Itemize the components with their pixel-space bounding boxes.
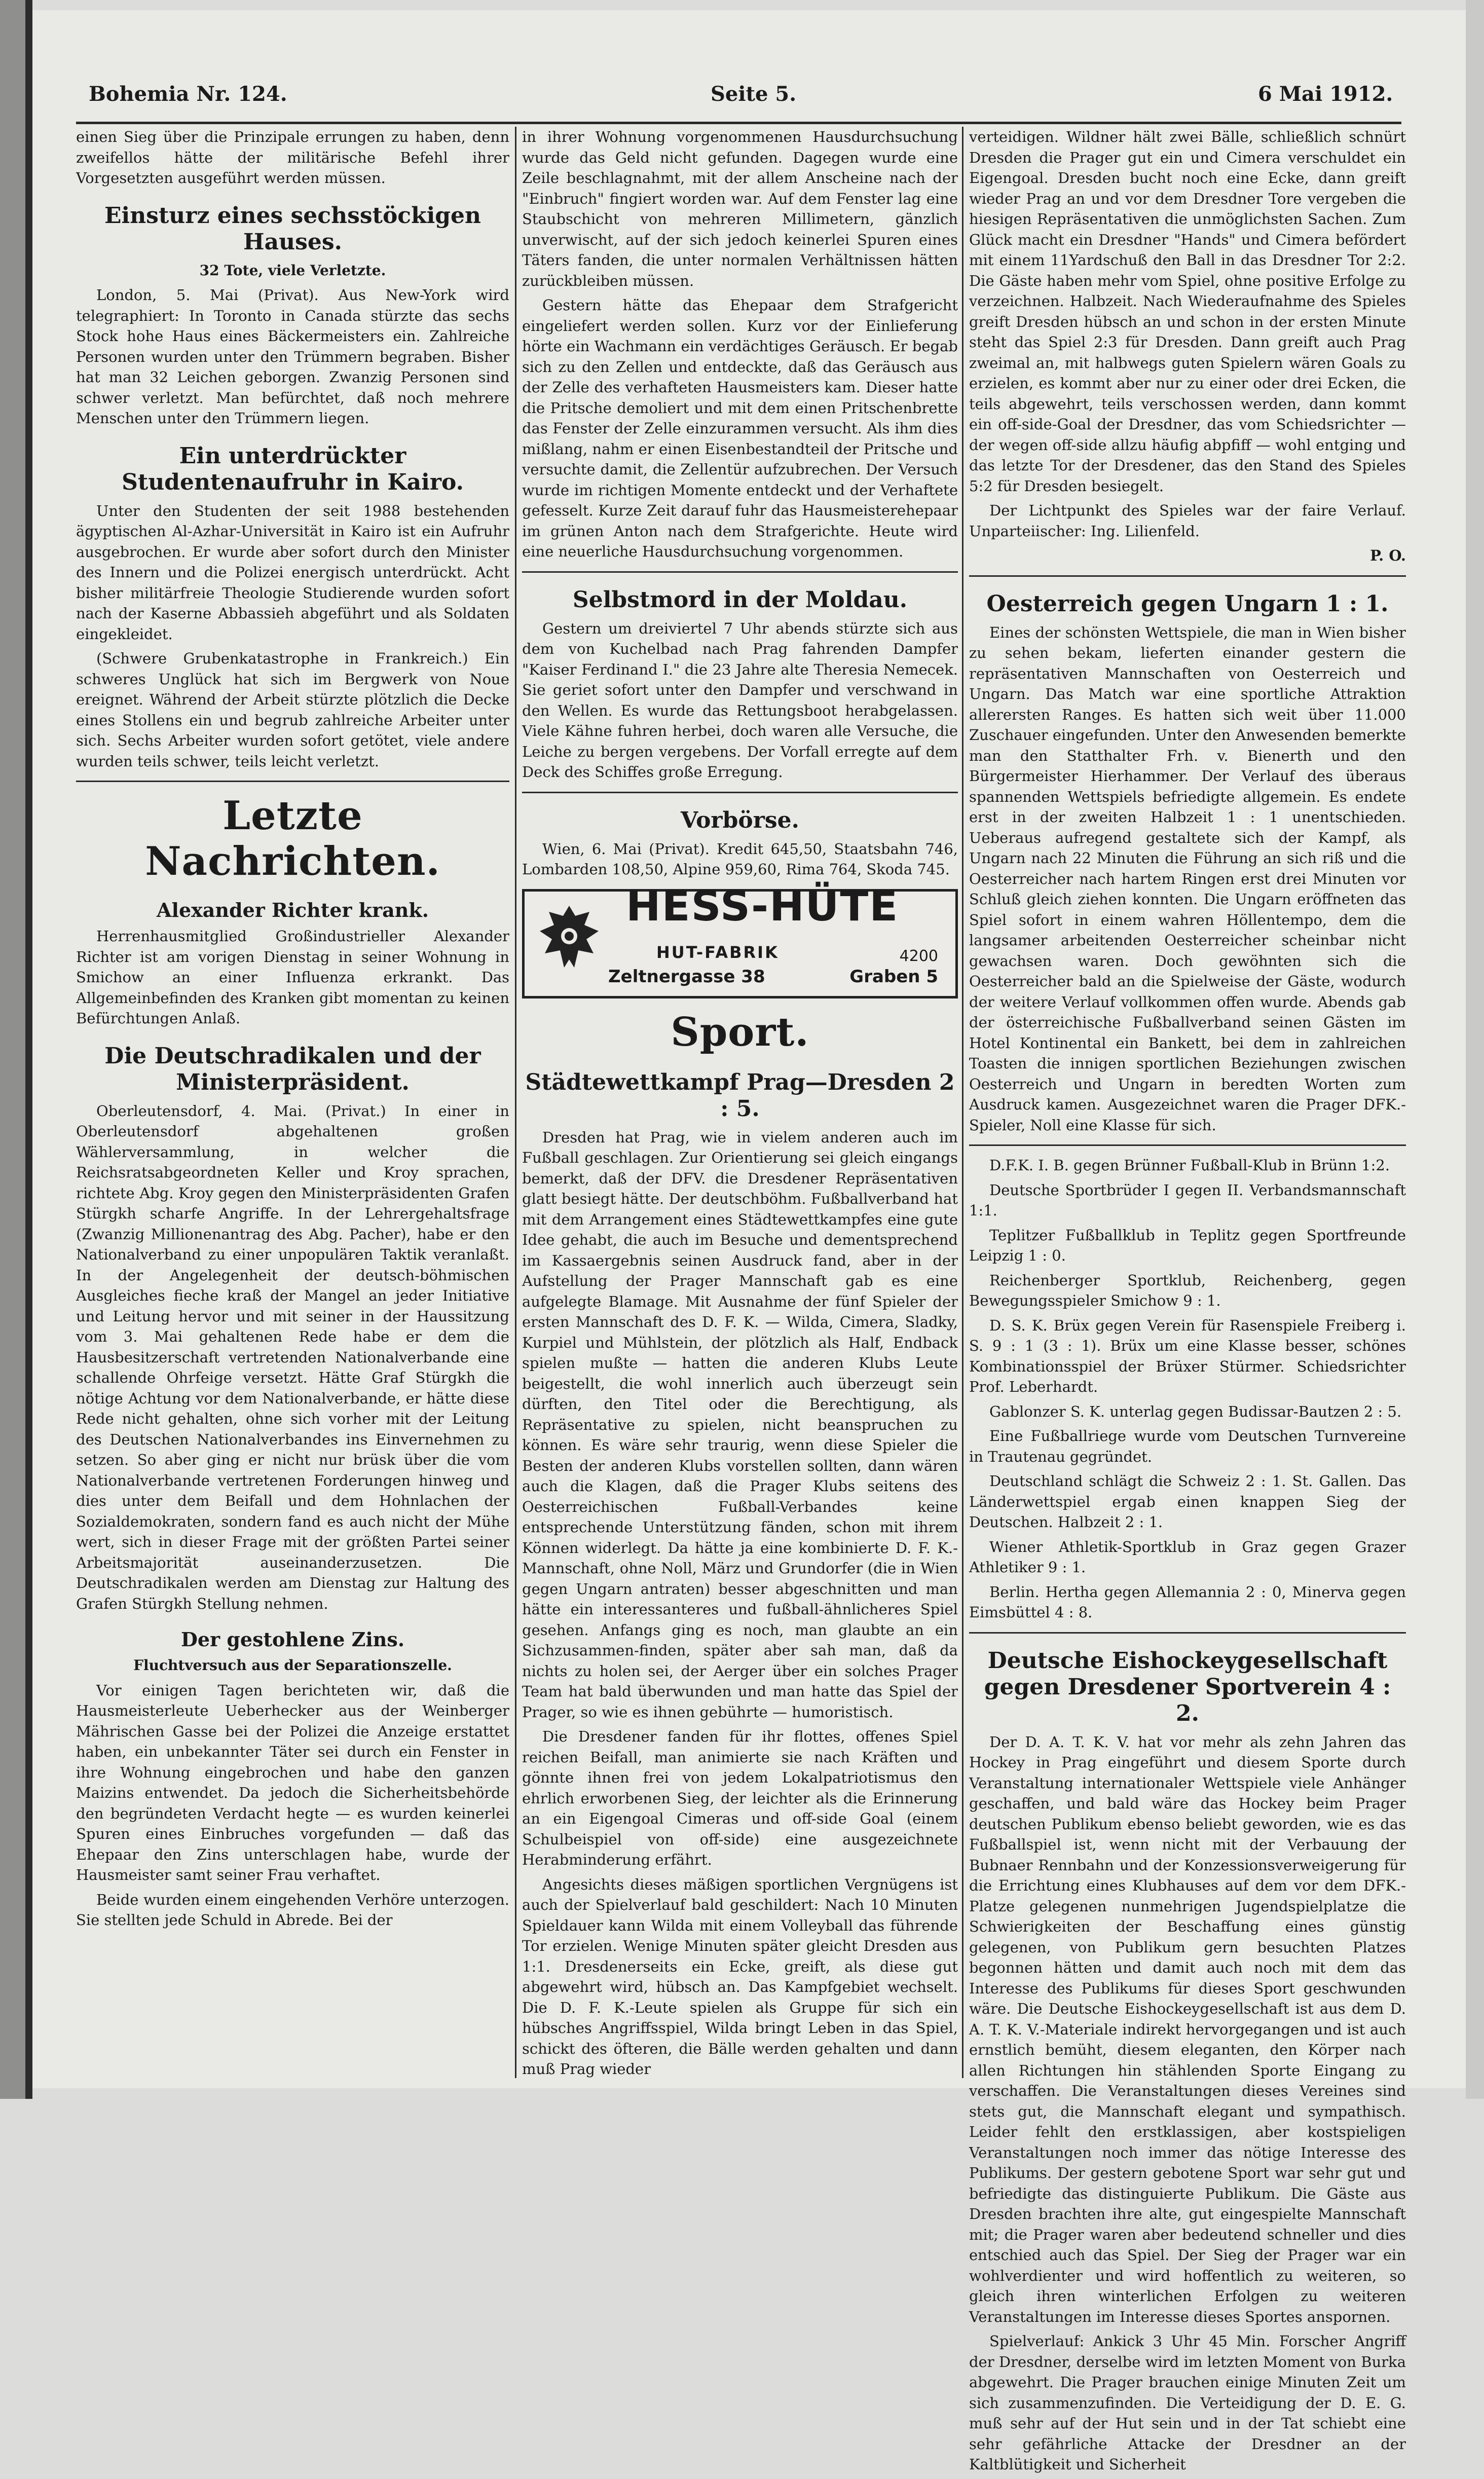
article-text: Der D. A. T. K. V. hat vor mehr als zehn Jahren das Hockey in Prag eingeführt und diesem Sporte durch Veranstaltung internationaler Wettspiele viele Anhänger geschaffen, und bald wäre das Hockey beim Prager deutschen Publikum ebenso beliebt geworden, wie es das Fußballspiel ist, wenn nicht mit der Verbauung der Bubnaer Rennbahn und der Konzessionsverweigerung für die Errichtung eines Klubhauses auf dem vor dem DFK.-Platze gelegenen nunmehrigen Jugendspielplatze die Schwierigkeiten der Beschaffung eines günstig gelegenen, von Publikum gern besuchten Platzes begonnen hätten und damit auch noch mit dem das Interesse des Publikums für dieses Sport geschwunden wäre. Die Deutsche Eishockeygesellschaft ist aus dem D. A. T. K. V.-Materiale indirekt hervorgegangen und ist auch ernstlich bemüht, diesem eleganten, den Körper nach allen Richtungen hin stählenden Sporte Eingang zu verschaffen. Die Veranstaltungen dieses Vereines sind stets gut, die Mannschaft elegant und sympathisch. Leider fehlt den erstklassigen, aber kostspieligen Veranstaltungen noch immer das nötige Interesse des Publikums. Der gestern gebotene Sport war sehr gut und befriedigte das distinguierte Publikum. Die Gäste aus Dresden brachten ihre alte, gut eingespielte Mannschaft mit; die Prager waren aber bedeutend schneller und dies entschied auch das Spiel. Der Sieg der Prager war ein wohlverdienter und wird hoffentlich zu weiteren, so gleich ihren winterlichen Erfolgen zu weiteren Veranstaltungen im Interesse dieses Sportes anspornen. [969,1733,1406,2325]
article-text: Dresden hat Prag, wie in vielem anderen auch im Fußball geschlagen. Zur Orientierung sei gleich eingangs bemerkt, daß der DFV. die Dresdener Repräsentativen glatt besiegt hätte. Der deutschböhm. Fußballverband hat mit dem Arrangement eines Städtewettkampfes eine gute Idee gehabt, die auch im Besuche und dementsprechend im Kassaergebnis seinen Ausdruck fand, aber in der Aufstellung der Prager Mannschaft gab es eine aufgelegte Blamage. Mit Ausnahme der fünf Spieler der ersten Mannschaft des D. F. K. — Wilda, Cimera, Sladky, Kurpiel und Mühlstein, der plötzlich als Half, Endback spielen mußte — hatten die anderen Klubs Leute beigestellt, die wohl innerlich auch überzeugt sein dürften, den Titel oder die Berechtigung, als Repräsentative zu spielen, nicht beanspruchen zu können. Es wäre sehr traurig, wenn diese Spieler die Besten der anderen Klubs vorstellen sollten, dann wären auch die Klagen, daß die Prager Klubs seitens des Oesterreichischen Fußball-Verbandes keine entsprechende Unterstützung fänden, schon mit ihrem Können widerlegt. Da hätte ja eine kombinierte D. F. K.-Mannschaft, ohne Noll, März und Grundorfer (die in Wien gegen Ungarn antraten) besser abgeschnitten und man hätte ein interessanteres und fußball-ähnlicheres Spiel gesehen. Anfangs ging es noch, man glaubte an ein Sichzusammen-finden, später aber sah man, daß da nichts zu holen sei, der Aerger über ein solches Prager Team hat bald überwunden und man hatte das Spiel der Prager, so wie es ihnen gebührte — humoristisch. [522,1128,958,1721]
result-item: D. S. K. Brüx gegen Verein für Rasenspiele Freiberg i. S. 9 : 1 (3 : 1). Brüx um eine Klasse besser, schönes Kombinationsspiel der Brüxer Stürmer. Schiedsrichter Prof. Leberhardt. [969,1316,1406,1395]
headline-deutschradikale: Die Deutschradikalen und der Ministerpräsident. [104,1043,481,1095]
section-rule [76,781,509,782]
header-right: 6 Mai 1912. [1258,82,1393,106]
article-text: verteidigen. Wildner hält zwei Bälle, schließlich schnürt Dresden die Prager gut ein und Cimera verschuldet ein Eigengoal. Dresden bucht noch eine Ecke, dann greift wieder Prag an und vor dem Dresdner Tore vergeben die hiesigen Repräsentativen die unmöglichsten Sachen. Zum Glück macht ein Dresdner "Hands" und Cimera befördert mit einem 11Yardschuß den Ball in das Dresdner Tor 2:2. Die Gäste haben mehr vom Spiel, ohne positive Erfolge zu verzeichnen. Halbzeit. Nach Wiederaufnahme des Spieles greift Dresden hübsch an und schon in der ersten Minute steht das Spiel 2:3 für Dresden. Dann greift auch Prag zweimal an, mit halbwegs guten Spielern wären Goals zu erzielen, es kommt aber nur zu einer oder drei Ecken, die teils abgewehrt, teils verschossen werden, dann kommt ein off-side-Goal der Dresdner, das vom Schiedsrichter — der wegen off-side allzu häufig abpfiff — wohl entging und das letzte Tor der Dresdener, das den Stand des Spieles 5:2 für Dresden besiegelt. [969,128,1406,495]
column-3 [969,127,1406,2479]
result-item: Berlin. Hertha gegen Allemannia 2 : 0, Minerva gegen Eimsbüttel 4 : 8. [969,1583,1406,1621]
article-text: Beide wurden einem eingehenden Verhöre unterzogen. Sie stellten jede Schuld in Abrede. Bei der [76,1891,509,1929]
article-text: Spielverlauf: Ankick 3 Uhr 45 Min. Forscher Angriff der Dresdner, derselbe wird im letzten Moment von Burka abgewehrt. Die Prager brauchen einige Minuten Zeit um sich zusammenzufinden. Die Verteidigung der D. E. G. muß sehr auf der Hut sein und in der Tat schiebt eine sehr gefährliche Attacke der Dresdner an der Kaltblütigkeit und Sicherheit [969,2333,1406,2473]
result-item: Wiener Athletik-Sportklub in Graz gegen Grazer Athletiker 9 : 1. [969,1538,1406,1576]
article-text: Der Lichtpunkt des Spieles war der faire Verlauf. Unparteiischer: Ing. Lilienfeld. [969,502,1406,540]
result-item: Eine Fußballriege wurde vom Deutschen Turnvereine in Trautenau gegründet. [969,1427,1406,1465]
article-text: Angesichts dieses mäßigen sportlichen Vergnügens ist auch der Spielverlauf bald geschildert: Nach 10 Minuten Spieldauer kann Wilda mit einem Volleyball das führende Tor erzielen. Wenige Minuten später gleicht Dresden aus 1:1. Dresdenerseits ein Ecke, greift, als diese gut abgewehrt wird, hübsch an. Das Kampfgebiet wechselt. Die D. F. K.-Leute spielen als Gruppe für sich ein hübsches Angriffsspiel, Wilda bringt Leben in das Spiel, schickt des öfteren, die Bälle werden gehalten und dann muß Prag wieder [522,1875,958,2078]
subheadline: Fluchtversuch aus der Separationszelle. [133,1657,452,1674]
subheadline: 32 Tote, viele Verletzte. [199,262,386,279]
ad-brand: HESS-HÜTE [626,882,899,931]
article-text: einen Sieg über die Prinzipale errungen zu haben, denn zweifellos hätte der militärische Befehl ihrer Vorgesetzten ausgeführt werden müssen. [76,128,509,187]
column-separator [962,127,963,2078]
headline-eishockey: Deutsche Eishockeygesellschaft gegen Dresdener Sportverein 4 : 2. [984,1647,1391,1726]
article-text: in ihrer Wohnung vorgenommenen Hausdurchsuchung wurde das Geld nicht gefunden. Dagegen wurde eine Zeile beschlagnahmt, mit der allem Anscheine nach der "Einbruch" fingiert worden war. Auf dem Fenster lag eine Staubschicht von mehreren Millimetern, gänzlich unverwischt, auf der sich jedoch keinerlei Spuren eines Täters fanden, die unter normalen Verhältnissen hätten zurückbleiben müssen. [522,128,958,289]
advertisement-hess-huete [522,882,958,998]
article-text: Wien, 6. Mai (Privat). Kredit 645,50, Staatsbahn 746, Lombarden 108,50, Alpine 959,60, Rima 764, Skoda 745. [522,840,958,878]
header-center: Seite 5. [711,82,797,106]
headline-selbstmord: Selbstmord in der Moldau. [572,586,908,613]
headline-richter: Alexander Richter krank. [157,899,429,921]
article-text: Vor einigen Tagen berichteten wir, daß die Hausmeisterleute Ueberhecker aus der Weinberger Mährischen Gasse bei der Polizei die Anzeige erstattet haben, ein unbekannter Täter sei durch ein Fenster in ihre Wohnung eingebrochen und habe den ganzen Maizins entwendet. Da jedoch die Sicherheitsbehörde den begründeten Verdacht hegte — es wurden keinerlei Spuren eines Einbruches vorgefunden — daß das Ehepaar den Zins unterschlagen habe, wurde der Hausmeister samt seiner Frau verhaftet. [76,1681,509,1883]
headline-staedtewettkampf: Städtewettkampf Prag—Dresden 2 : 5. [525,1069,955,1122]
article-text: London, 5. Mai (Privat). Aus New-York wird telegraphiert: In Toronto in Canada stürzte das sechs Stock hohe Haus eines Bäckermeisters ein. Zahlreiche Personen wurden unter den Trümmern begraben. Bisher hat man 32 Leichen geborgen. Zwanzig Personen sind schwer verletzt. Man befürchtet, daß noch mehrere Menschen unter den Trümmern liegen. [76,286,509,427]
section-rule [969,1144,1406,1146]
headline-kairo: Ein unterdrückter Studentenaufruhr in Kairo. [122,442,464,495]
column-2 [522,127,958,2084]
result-item: Teplitzer Fußballklub in Teplitz gegen Sportfreunde Leipzig 1 : 0. [969,1226,1406,1264]
header-rule [76,122,1401,124]
result-item: D.F.K. I. B. gegen Brünner Fußball-Klub in Brünn 1:2. [989,1157,1390,1174]
article-text: Die Dresdener fanden für ihr flottes, offenes Spiel reichen Beifall, man animierte sie nach Kräften und gönnte ihnen frei von jedem Lokalpatriotismus den ehrlich erworbenen Sieg, der leichter als die Erinnerung an ein Eigengoal Cimeras und off-side Goal (einem Schulbeispiel von off-side) eine ausgezeichnete Herabminderung erfährt. [522,1728,958,1868]
result-item: Gablonzer S. K. unterlag gegen Budissar-Bautzen 2 : 5. [989,1402,1402,1420]
article-text: (Schwere Grubenkatastrophe in Frankreich.) Ein schweres Unglück hat sich im Bergwerk von Noue ereignet. Während der Arbeit stürzte plötzlich die Decke eines Stollens ein und begrub zahlreiche Arbeiter unter sich. Sechs Arbeiter wurden sofort getötet, viele andere wurden teils schwer, teils leicht verletzt. [76,650,509,770]
headline-einsturz: Einsturz eines sechsstöckigen Hauses. [104,202,481,255]
section-title-sport: Sport. [671,1009,809,1055]
section-rule [522,571,958,573]
ad-phone: 4200 [899,947,938,965]
result-item: Deutschland schlägt die Schweiz 2 : 1. St. Gallen. Das Länderwettspiel ergab einen knappen Sieg der Deutschen. Halbzeit 2 : 1. [969,1472,1406,1531]
ad-subtitle: HUT-FABRIK [656,942,779,962]
article-text: Oberleutensdorf, 4. Mai. (Privat.) In einer in Oberleutensdorf abgehaltenen großen Wählerversammlung, in welcher die Reichsratsabgeordneten Keller und Kroy sprachen, richtete Abg. Kroy gegen den Ministerpräsidenten Grafen Stürgkh scharfe Angriffe. In der Lehrergehaltsfrage (Zwanzig Millionenantrag des Abg. Pacher), habe er den Nationalverband zu einer unpopulären Taktik veranlaßt. In der Angelegenheit der deutsch-böhmischen Ausgleiches fieche kraß der Mangel an jeder Initiative und Leitung hervor und mit seiner in der Haussitzung vom 3. Mai gehaltenen Rede habe er dem die Hausbesitzerschaft vertretenden Nationalverbande eine schallende Ohrfeige versetzt. Hätte Graf Stürgkh die nötige Achtung vor dem Nationalverbande, er hätte diese Rede nicht gehalten, ohne sich vorher mit der Leitung des Deutschen Nationalverbandes ins Einvernehmen zu setzen. So aber ging er nicht nur brüsk über die vom Nationalverbande vertretenen Forderungen hinweg und dies unter dem Beifall und dem Hohnlachen der Sozialdemokraten, sondern fand es auch nicht der Mühe wert, sich in dieser Frage mit der größten Partei seiner Arbeitsmajorität auseinanderzusetzen. Die Deutschradikalen werden am Dienstag zur Haltung des Grafen Stürgkh Stellung nehmen. [76,1102,509,1612]
header-left: Bohemia Nr. 124. [89,82,287,106]
column-separator [515,127,516,2078]
eagle-crest-icon [534,901,605,977]
article-text: Gestern hätte das Ehepaar dem Strafgericht eingeliefert werden sollen. Kurz vor der Einlieferung hörte ein Wachmann ein verdächtiges Geräusch. Er begab sich zu den Zellen und entdeckte, daß das Geräusch aus der Zelle des verhafteten Hausmeisters kam. Dieser hatte die Pritsche demoliert und mit dem einen Pritschenbrette das Fenster der Zelle einzurammen versucht. Als ihm dies mißlang, nahm er einen Eisenbestandteil der Pritsche und versuchte damit, die Zellentür aufzubrechen. Der Versuch wurde im richtigen Momente entdeckt und der Verhaftete gefesselt. Kurze Zeit darauf fuhr das Hausmeisterehepaar im grünen Anton nach dem Strafgerichte. Heute wird eine neuerliche Hausdurchsuchung vorgenommen. [522,297,958,560]
result-item: Deutsche Sportbrüder I gegen II. Verbandsmannschaft 1:1. [969,1181,1406,1219]
section-rule [969,1632,1406,1634]
headline-zins: Der gestohlene Zins. [180,1628,405,1651]
article-text: Herrenhausmitglied Großindustrieller Alexander Richter ist am vorigen Dienstag in seiner Wohnung in Smichow an einer Influenza erkrankt. Das Allgemeinbefinden des Kranken gibt momentan zu keinen Befürchtungen Anlaß. [76,928,509,1027]
section-rule [522,792,958,793]
ad-address-right: Graben 5 [849,966,938,987]
ad-address-left: Zeltnergasse 38 [608,966,765,987]
result-item: Reichenberger Sportklub, Reichenberg, gegen Bewegungsspieler Smichow 9 : 1. [969,1271,1406,1309]
article-text: Gestern um dreiviertel 7 Uhr abends stürzte sich aus dem von Kuchelbad nach Prag fahrenden Dampfer "Kaiser Ferdinand I." die 23 Jahre alte Theresia Nemecek. Sie geriet sofort unter den Dampfer und verschwand in den Wellen. Es wurde das Rettungsboot herabgelassen. Viele Kähne fuhren herbei, doch waren alle Versuche, die Leiche zu bergen vergebens. Der Vorfall erregte auf dem Deck des Schiffes große Erregung. [522,619,958,781]
scan-shadow [25,0,32,2099]
signature: P. O. [1370,547,1406,564]
column-1 [76,127,509,1935]
headline-oesterreich-ungarn: Oesterreich gegen Ungarn 1 : 1. [986,590,1389,617]
article-text: Eines der schönsten Wettspiele, die man in Wien bisher zu sehen bekam, lieferten einander gestern die repräsentativen Mannschaften von Oesterreich und Ungarn. Das Match war eine sportliche Attraktion allerersten Ranges. Es hatten sich weit über 11.000 Zuschauer eingefunden. Unter den Anwesenden bemerkte man den Statthalter Frh. v. Bienerth und den Bürgermeister Hierhammer. Der Verlauf des überaus spannenden Wettspiels befriedigte allgemein. Es endete erst in der zweiten Halbzeit 1 : 1 unentschieden. Ueberaus aufregend gestaltete sich der Kampf, als Ungarn nach 22 Minuten die Führung an sich riß und die Oesterreicher nach hartem Ringen erst drei Minuten vor Schluß gleich ziehen konnten. Die Ungarn eröffneten das Spiel sofort in einem wahren Höllentempo, dem die langsamer arbeitenden Oesterreicher scheinbar nicht gewachsen waren. Doch gewöhnten sich die Oesterreicher bald an die Spielweise der Gäste, wodurch der weitere Verlauf vollkommen offen wurde. Abends gab der österreichische Fußballverband seinen Gästen im Hotel Kontinental ein Bankett, bei dem in zahlreichen Toasten die innigen sportlichen Beziehungen zwischen Oesterreich und Ungarn in beredten Worten zum Ausdruck kamen. Ausgezeichnet waren die Prager DFK.-Spieler, Noll eine Klasse für sich. [969,623,1406,1134]
section-title-letzte-nachrichten: Letzte Nachrichten. [145,793,440,884]
scan-margin [0,0,25,2099]
headline-vorboerse: Vorbörse. [680,807,799,833]
scan-edge [1466,0,1484,2099]
section-rule [969,575,1406,577]
article-text: Unter den Studenten der seit 1988 bestehenden ägyptischen Al-Azhar-Universität in Kairo ist ein Aufruhr ausgebrochen. Er wurde aber sofort durch den Minister des Innern und die Polizei energisch unterdrückt. Acht bisher militärfreie Theologie Studierende wurden sofort nach der Kaserne Abbassieh abgeführt und als Soldaten eingekleidet. [76,502,509,643]
